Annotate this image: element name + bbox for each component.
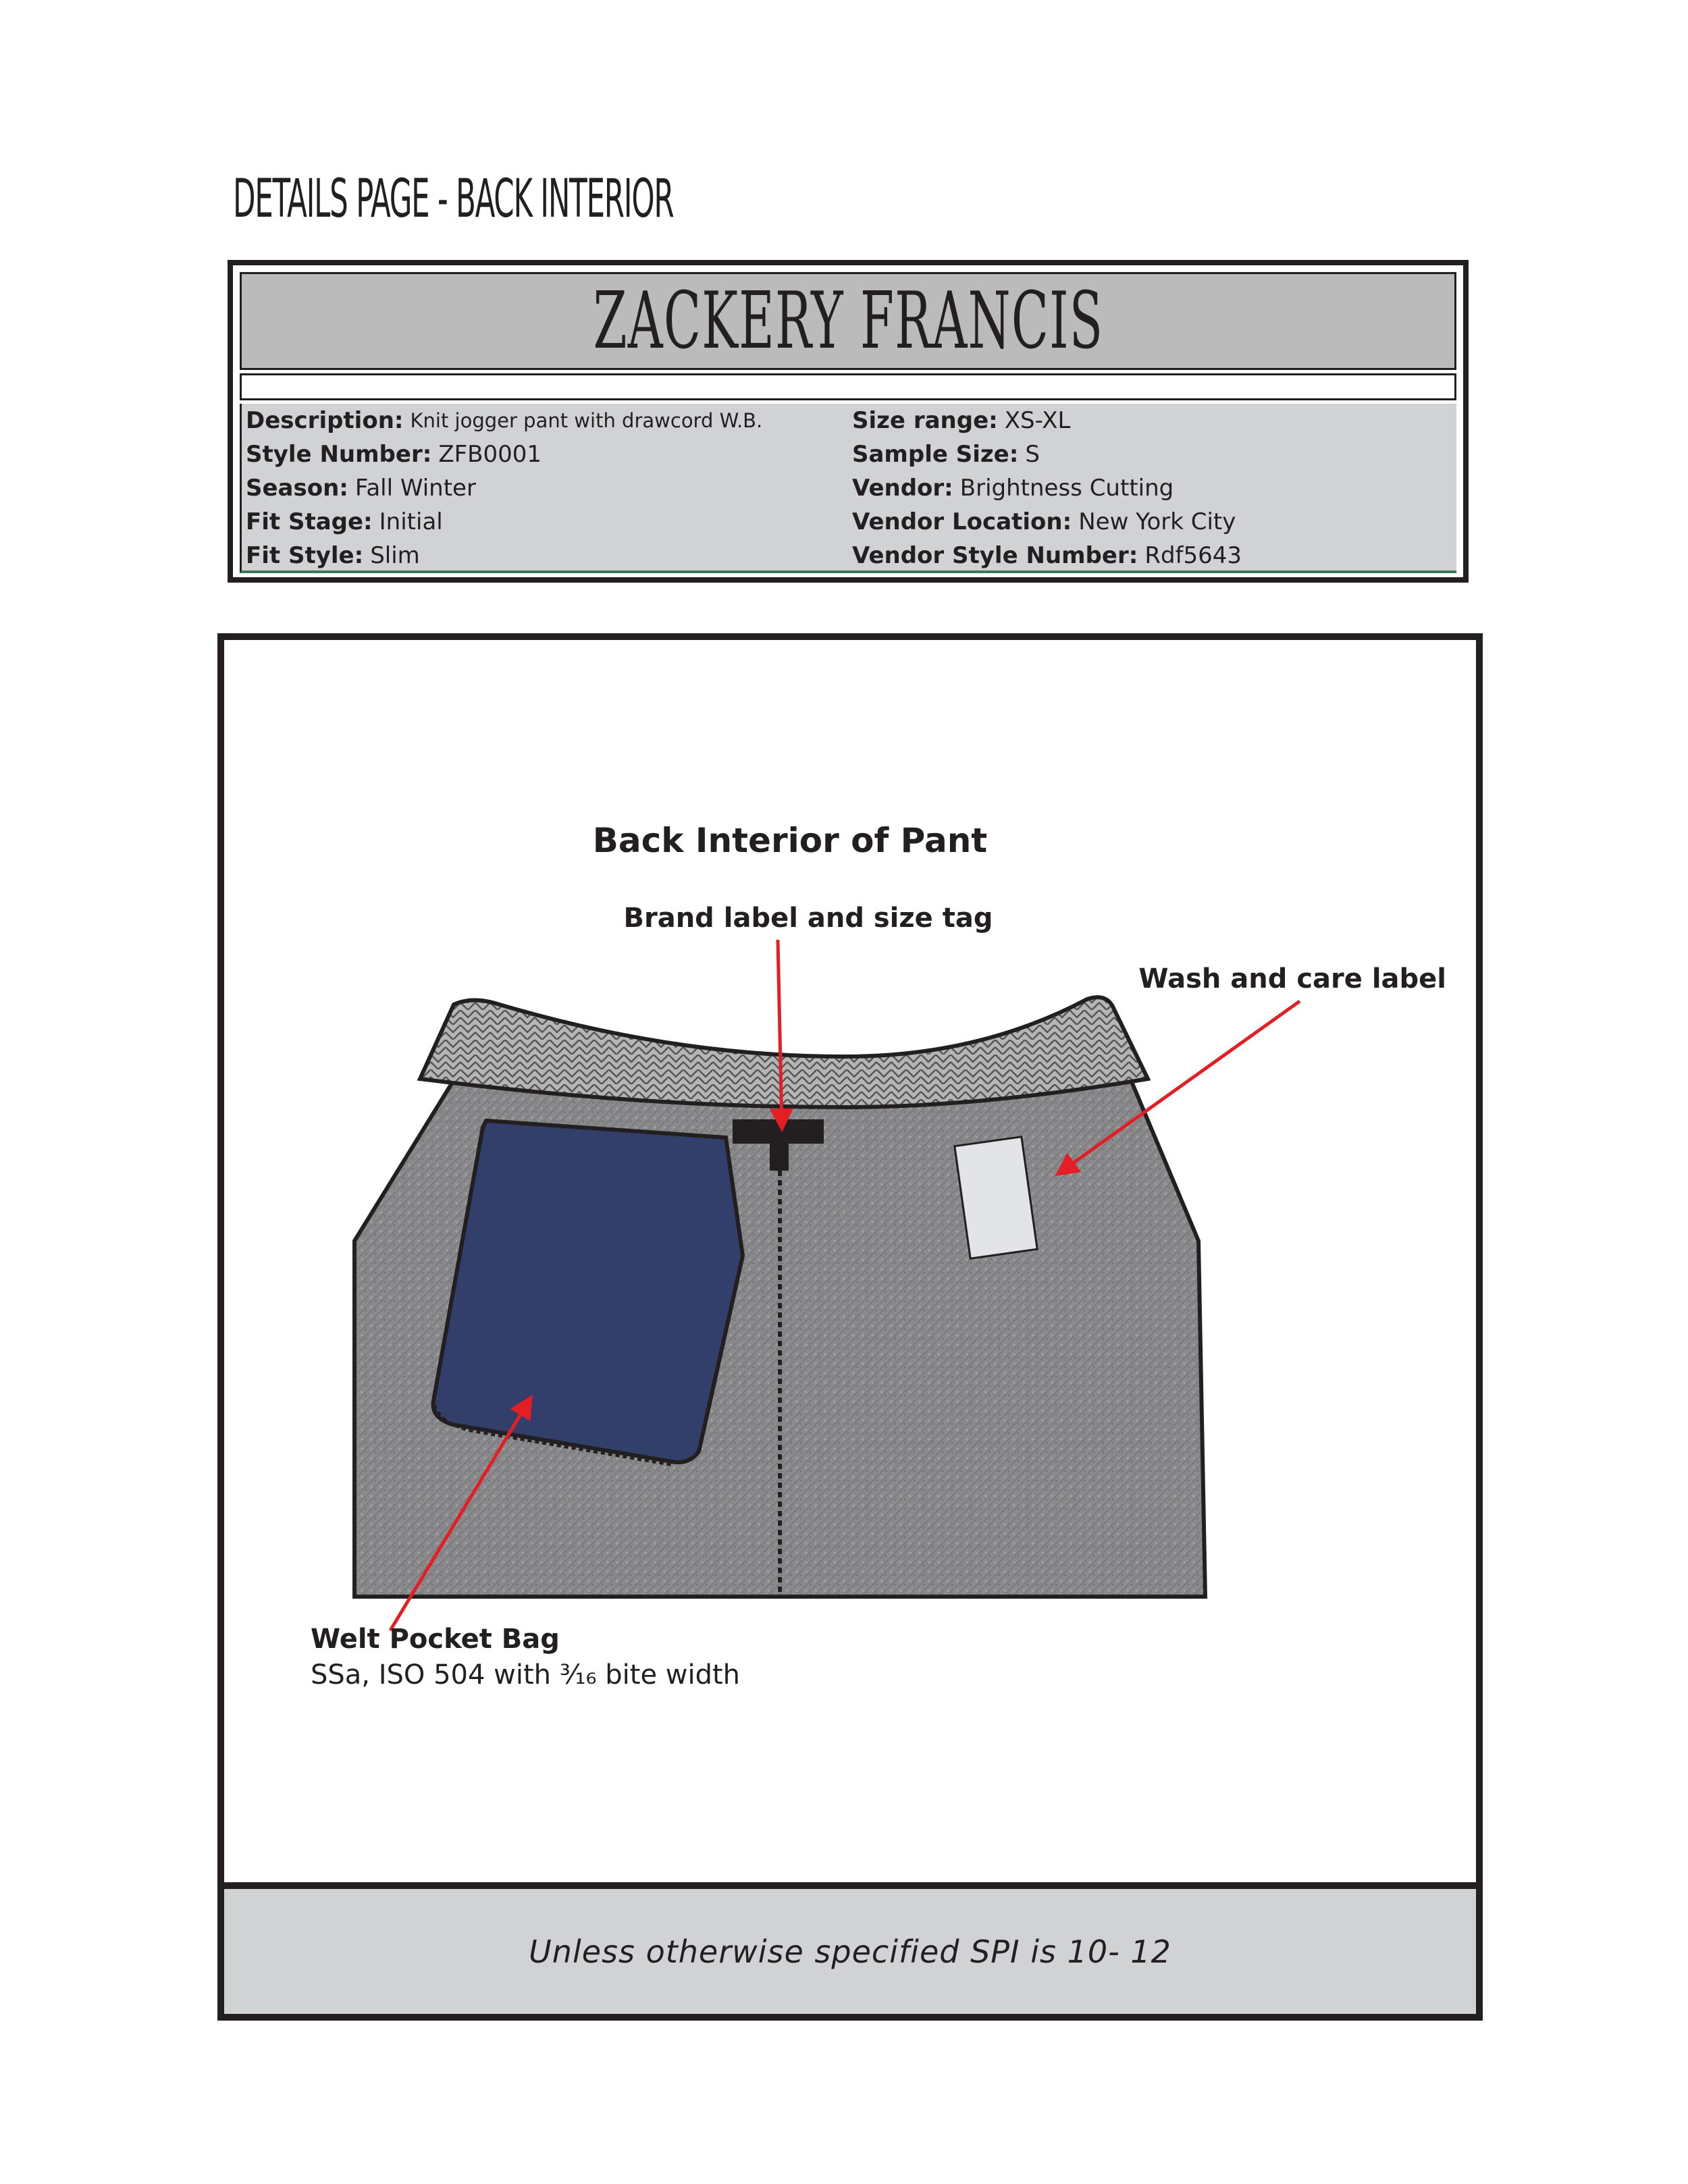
pocket-callout-title: Welt Pocket Bag [311, 1624, 560, 1655]
brand-label-tag [733, 1119, 824, 1144]
size-tag [770, 1141, 789, 1171]
field-label: Fit Style: [246, 542, 364, 569]
welt-pocket-bag [433, 1121, 743, 1462]
pocket-callout-spec: SSa, ISO 504 with ³⁄₁₆ bite width [311, 1659, 741, 1690]
field-value: S [1025, 441, 1040, 468]
wash-care-label [955, 1137, 1037, 1258]
field-label: Vendor Location: [852, 508, 1072, 535]
field-label: Fit Stage: [246, 508, 373, 535]
field-value: Fall Winter [354, 475, 476, 502]
field-value: New York City [1078, 508, 1236, 535]
illustration-title: Back Interior of Pant [592, 821, 988, 860]
field-value: Initial [379, 508, 443, 535]
brand-name: ZACKERY FRANCIS [593, 275, 1103, 367]
field-label: Sample Size: [852, 441, 1019, 468]
field-value: Rdf5643 [1144, 542, 1242, 569]
field-label: Vendor: [852, 475, 953, 502]
field-label: Style Number: [246, 441, 432, 468]
field-value: Knit jogger pant with drawcord W.B. [410, 409, 763, 432]
field-value: ZFB0001 [438, 441, 542, 468]
field-value: Slim [370, 542, 420, 569]
footer-note: Unless otherwise specified SPI is 10- 12 [529, 1933, 1171, 1970]
field-value: Brightness Cutting [959, 475, 1174, 502]
waistband [420, 997, 1148, 1107]
field-value: XS-XL [1004, 407, 1071, 434]
field-label: Season: [246, 475, 348, 502]
field-label: Vendor Style Number: [852, 542, 1138, 569]
brand-label-callout: Brand label and size tag [623, 903, 993, 934]
field-label: Size range: [852, 407, 998, 434]
field-label: Description: [246, 407, 404, 434]
page-heading: DETAILS PAGE - BACK INTERIOR [233, 169, 674, 230]
care-label-callout: Wash and care label [1138, 963, 1446, 994]
